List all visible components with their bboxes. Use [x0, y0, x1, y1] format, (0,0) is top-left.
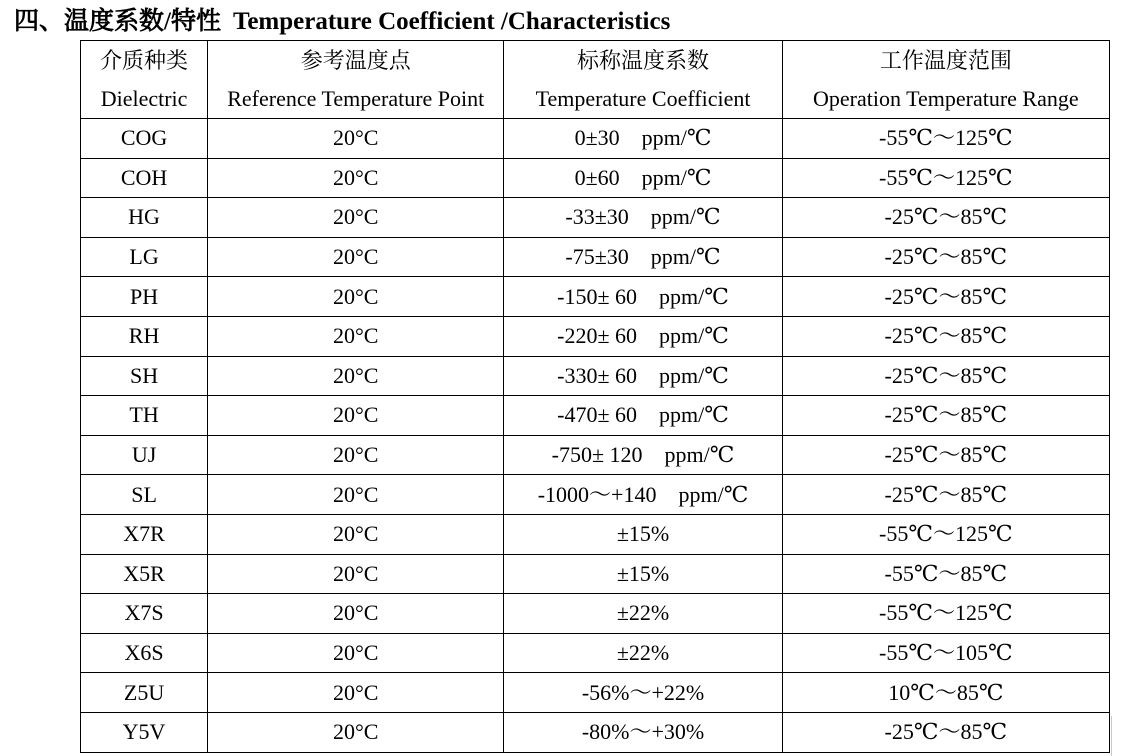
section-heading	[14, 4, 670, 40]
operation-temperature-range-cell: -25℃～85℃	[782, 316, 1109, 356]
reference-temperature-cell: 20°C	[208, 673, 504, 713]
dielectric-cell: RH	[81, 316, 208, 356]
dielectric-cell: Z5U	[81, 673, 208, 713]
temperature-coefficient-table	[80, 40, 1110, 753]
temperature-coefficient-cell: ±15%	[504, 554, 782, 594]
reference-temperature-cell: 20°C	[208, 396, 504, 436]
dielectric-cell: X5R	[81, 554, 208, 594]
operation-temperature-range-cell: -55℃～85℃	[782, 554, 1109, 594]
temperature-coefficient-cell: ±22%	[504, 633, 782, 673]
column-header-cn: 工作温度范围	[879, 47, 1012, 73]
table-row	[81, 396, 1110, 436]
temperature-coefficient-cell: -1000～+140 ppm/℃	[504, 475, 782, 515]
column-header-temperature-coefficient	[504, 41, 782, 119]
operation-temperature-range-cell: -25℃～85℃	[782, 475, 1109, 515]
column-header-cn: 标称温度系数	[577, 47, 710, 73]
temperature-coefficient-cell: -80%～+30%	[504, 712, 782, 752]
temperature-coefficient-cell: -75±30 ppm/℃	[504, 237, 782, 277]
temperature-coefficient-cell: -150± 60 ppm/℃	[504, 277, 782, 317]
column-header-cn: 参考温度点	[300, 47, 411, 73]
temperature-coefficient-cell: -470± 60 ppm/℃	[504, 396, 782, 436]
operation-temperature-range-cell: -25℃～85℃	[782, 712, 1109, 752]
column-header-cn: 介质种类	[100, 47, 189, 73]
operation-temperature-range-cell: -55℃～125℃	[782, 594, 1109, 634]
temperature-coefficient-cell: ±22%	[504, 594, 782, 634]
reference-temperature-cell: 20°C	[208, 198, 504, 238]
operation-temperature-range-cell: 10℃～85℃	[782, 673, 1109, 713]
table-row	[81, 633, 1110, 673]
temperature-coefficient-cell: -56%～+22%	[504, 673, 782, 713]
table-row	[81, 277, 1110, 317]
operation-temperature-range-cell: -25℃～85℃	[782, 435, 1109, 475]
reference-temperature-cell: 20°C	[208, 594, 504, 634]
dielectric-cell: UJ	[81, 435, 208, 475]
table-row	[81, 475, 1110, 515]
dielectric-cell: Y5V	[81, 712, 208, 752]
table-row	[81, 356, 1110, 396]
column-header-en: Reference Temperature Point	[227, 85, 485, 111]
page-edge-mark	[1111, 716, 1112, 756]
temperature-coefficient-cell: 0±30 ppm/℃	[504, 119, 782, 159]
operation-temperature-range-cell: -25℃～85℃	[782, 277, 1109, 317]
operation-temperature-range-cell: -25℃～85℃	[782, 237, 1109, 277]
dielectric-cell: SH	[81, 356, 208, 396]
table-row	[81, 237, 1110, 277]
dielectric-cell: X7S	[81, 594, 208, 634]
table-row	[81, 316, 1110, 356]
temperature-coefficient-cell: 0±60 ppm/℃	[504, 158, 782, 198]
table-row	[81, 514, 1110, 554]
temperature-coefficient-cell: -330± 60 ppm/℃	[504, 356, 782, 396]
dielectric-cell: COH	[81, 158, 208, 198]
operation-temperature-range-cell: -25℃～85℃	[782, 396, 1109, 436]
reference-temperature-cell: 20°C	[208, 158, 504, 198]
table-row	[81, 712, 1110, 752]
table-row	[81, 673, 1110, 713]
reference-temperature-cell: 20°C	[208, 435, 504, 475]
reference-temperature-cell: 20°C	[208, 277, 504, 317]
dielectric-cell: LG	[81, 237, 208, 277]
header-row	[81, 41, 1110, 119]
reference-temperature-cell: 20°C	[208, 237, 504, 277]
table-header	[81, 41, 1110, 119]
table-row	[81, 119, 1110, 159]
reference-temperature-cell: 20°C	[208, 633, 504, 673]
temperature-coefficient-cell: -220± 60 ppm/℃	[504, 316, 782, 356]
column-header-en: Temperature Coefficient	[535, 85, 751, 111]
dielectric-cell: COG	[81, 119, 208, 159]
reference-temperature-cell: 20°C	[208, 514, 504, 554]
dielectric-cell: X6S	[81, 633, 208, 673]
temperature-coefficient-cell: -750± 120 ppm/℃	[504, 435, 782, 475]
reference-temperature-cell: 20°C	[208, 119, 504, 159]
table-row	[81, 435, 1110, 475]
column-header-en: Operation Temperature Range	[813, 85, 1079, 111]
reference-temperature-cell: 20°C	[208, 554, 504, 594]
operation-temperature-range-cell: -55℃～105℃	[782, 633, 1109, 673]
table-row	[81, 554, 1110, 594]
column-header-reference-temperature	[208, 41, 504, 119]
reference-temperature-cell: 20°C	[208, 475, 504, 515]
dielectric-cell: SL	[81, 475, 208, 515]
operation-temperature-range-cell: -25℃～85℃	[782, 356, 1109, 396]
column-header-dielectric	[81, 41, 208, 119]
temperature-coefficient-cell: -33±30 ppm/℃	[504, 198, 782, 238]
column-header-en: Dielectric	[100, 85, 188, 111]
operation-temperature-range-cell: -25℃～85℃	[782, 198, 1109, 238]
column-header-operation-temperature-range	[782, 41, 1109, 119]
section-heading-cn: 四、温度系数/特性	[14, 8, 221, 35]
dielectric-cell: TH	[81, 396, 208, 436]
operation-temperature-range-cell: -55℃～125℃	[782, 158, 1109, 198]
temperature-coefficient-cell: ±15%	[504, 514, 782, 554]
table-body	[81, 119, 1110, 753]
reference-temperature-cell: 20°C	[208, 316, 504, 356]
section-heading-en: Temperature Coefficient /Characteristics	[232, 8, 671, 35]
dielectric-cell: HG	[81, 198, 208, 238]
operation-temperature-range-cell: -55℃～125℃	[782, 119, 1109, 159]
reference-temperature-cell: 20°C	[208, 356, 504, 396]
table-row	[81, 594, 1110, 634]
dielectric-cell: PH	[81, 277, 208, 317]
reference-temperature-cell: 20°C	[208, 712, 504, 752]
table-row	[81, 198, 1110, 238]
operation-temperature-range-cell: -55℃～125℃	[782, 514, 1109, 554]
table-row	[81, 158, 1110, 198]
dielectric-cell: X7R	[81, 514, 208, 554]
